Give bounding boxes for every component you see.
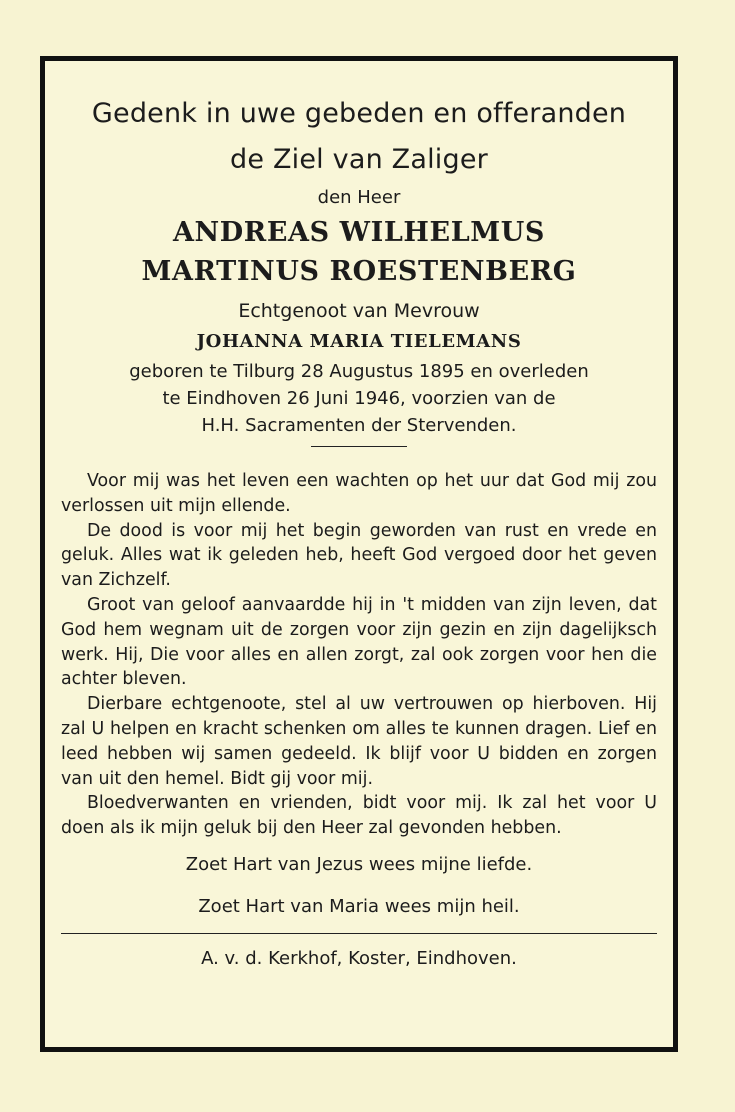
dates-line-1: geboren te Tilburg 28 Augustus 1895 en overleden [129, 361, 589, 382]
deceased-name-line-1: ANDREAS WILHELMUS [172, 217, 546, 248]
spouse-intro: Echtgenoot van Mevrouw [238, 300, 480, 322]
title-line: den Heer [317, 187, 401, 208]
prayer-line-2: Zoet Hart van Maria wees mijn heil. [198, 895, 520, 917]
printer-credit: A. v. d. Kerkhof, Koster, Eindhoven. [201, 947, 517, 969]
paragraph: Groot van geloof aanvaardde hij in 't midden van zijn leven, dat God hem wegnam uit de zorgen voor zijn gezin en zijn dagelijksch werk. Hij, Die voor alles en allen zorgt, zal ook zorgen voor hen die achter bleven. [61, 594, 657, 690]
paragraph: Dierbare echtgenoote, stel al uw vertrouwen op hierboven. Hij zal U helpen en kracht schenken om alles te kunnen dragen. Lief en leed hebben wij samen gedeeld. Ik blijf voor U bidden en zorgen van uit den hemel. Bidt gij voor mij. [61, 694, 657, 789]
deceased-name-line-2: MARTINUS ROESTENBERG [141, 256, 577, 287]
dates-line-2: te Eindhoven 26 Juni 1946, voorzien van de [162, 388, 556, 409]
card-content [61, 91, 657, 972]
paragraph: De dood is voor mij het begin geworden van rust en vrede en geluk. Alles wat ik geleden heb, heeft God vergoed door het geven van Zichzelf. [61, 520, 657, 591]
memorial-card [40, 56, 678, 1052]
dates-line-3: H.H. Sacramenten der Stervenden. [201, 415, 517, 436]
spouse-name: JOHANNA MARIA TIELEMANS [196, 331, 522, 352]
heading-line-2: de Ziel van Zaliger [230, 144, 488, 175]
heading-line-1: Gedenk in uwe gebeden en offeranden [91, 98, 627, 129]
body-text [61, 469, 657, 841]
long-divider [61, 933, 657, 934]
paragraph: Voor mij was het leven een wachten op het uur dat God mij zou verlossen uit mijn ellende. [61, 471, 657, 516]
short-divider [311, 446, 407, 447]
paragraph: Bloedverwanten en vrienden, bidt voor mij. Ik zal het voor U doen als ik mijn geluk bij den Heer zal gevonden hebben. [61, 793, 657, 839]
prayer-line-1: Zoet Hart van Jezus wees mijne liefde. [185, 853, 533, 875]
